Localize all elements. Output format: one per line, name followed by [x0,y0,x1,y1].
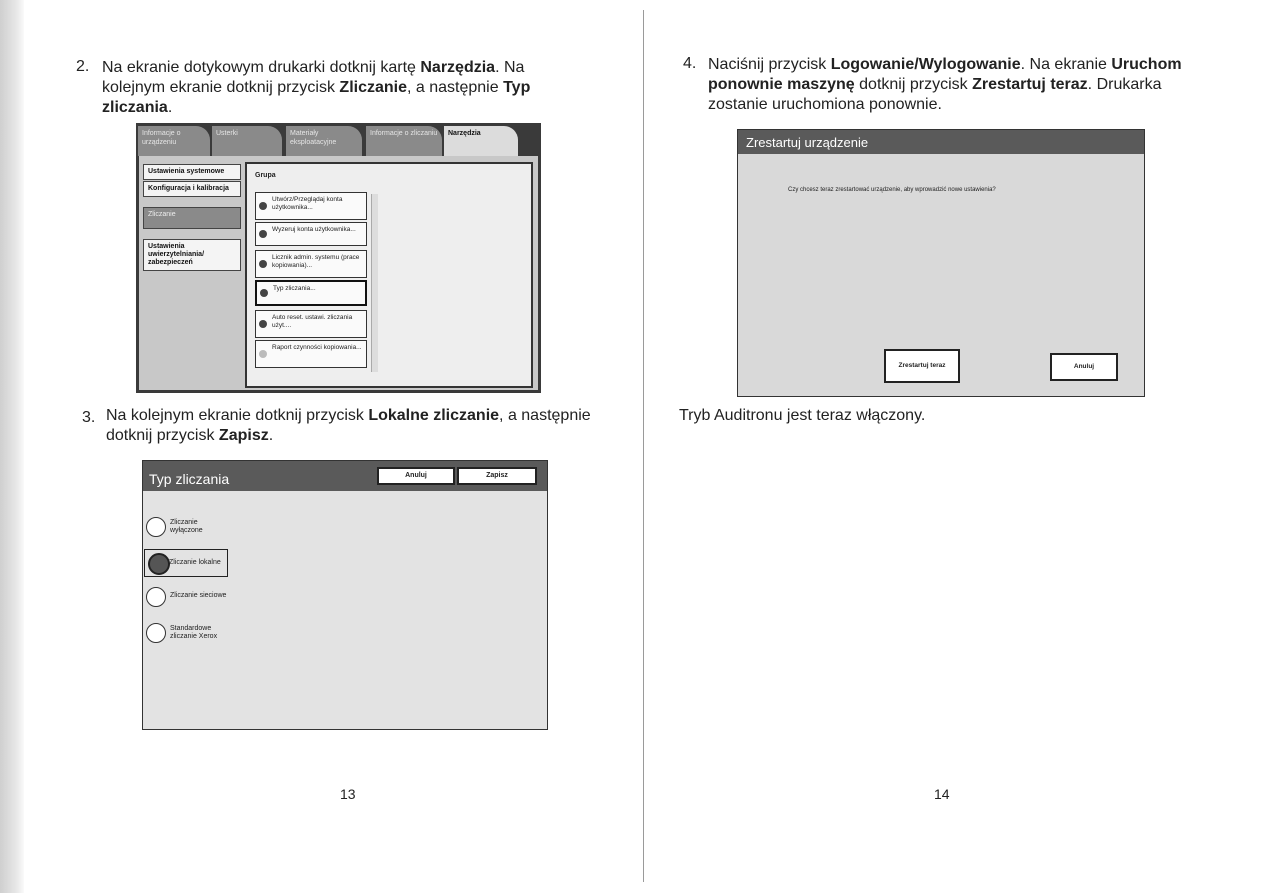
tools-menu [143,164,241,272]
group-scrollbar[interactable] [371,194,378,372]
menu-setup-calibration[interactable]: Konfiguracja i kalibracja [143,181,241,197]
step4-number: 4. [683,55,697,72]
tab-supplies[interactable]: Materiały eksploatacyjne [286,126,362,156]
button-dot-icon [259,320,267,328]
book-binding-shadow [0,0,24,893]
save-button[interactable]: Zapisz [457,467,537,485]
screen-accounting-type: Typ zliczania Anuluj Zapisz Zliczanie wyłączone Zliczanie lokalne Zliczanie sieciowe Standardowe zliczanie Xerox [142,460,548,730]
step2-number: 2. [76,58,90,75]
button-dot-icon [260,289,268,297]
tab-billing-info[interactable]: Informacje o zliczaniu [366,126,442,156]
screen2-title: Typ zliczania [149,471,230,487]
page-number-left: 13 [340,786,356,802]
system-admin-meter-button[interactable]: Licznik admin. systemu (prace kopiowania)... [255,250,367,278]
create-view-accounts-button[interactable]: Utwórz/Przeglądaj konta użytkownika... [255,192,367,220]
step2-text: Na ekranie dotykowym drukarki dotknij kartę Narzędzia. Na kolejnym ekranie dotknij przycisk Zliczanie, a następnie Typ zliczania. [102,59,531,116]
final-text: Tryb Auditronu jest teraz włączony. [679,407,926,424]
step4-text: Naciśnij przycisk Logowanie/Wylogowanie. Na ekranie Uruchom ponownie maszynę dotknij przycisk Zrestartuj teraz. Drukarka zostanie uruchomiona ponownie. [708,56,1182,113]
tab-device-info[interactable]: Informacje o urządzeniu [138,126,210,156]
tab-faults[interactable]: Usterki [212,126,282,156]
screen2-header [143,461,547,491]
page-number-right: 14 [934,786,950,802]
restart-message: Czy chcesz teraz zrestartować urządzenie, aby wprowadzić nowe ustawienia? [788,187,996,193]
menu-system-settings[interactable]: Ustawienia systemowe [143,164,241,180]
tools-panel [139,156,538,390]
screen3-header [738,130,1144,154]
restart-now-button[interactable]: Zrestartuj teraz [884,349,960,383]
radio-icon [146,623,166,643]
tab-tools[interactable]: Narzędzia [444,126,518,156]
radio-icon [146,517,166,537]
step3-number: 3. [82,409,96,426]
cancel-button[interactable]: Anuluj [377,467,455,485]
screen-tools-accounting [136,123,541,393]
cancel-restart-button[interactable]: Anuluj [1050,353,1118,381]
screen3-title: Zrestartuj urządzenie [746,135,869,150]
page-fold [643,10,644,882]
radio-icon [146,587,166,607]
radio-selected-icon [148,553,170,575]
button-dot-icon [259,230,267,238]
group-label: Grupa [255,172,276,179]
step3-text: Na kolejnym ekranie dotknij przycisk Lokalne zliczanie, a następnie dotknij przycisk Zapisz. [106,407,591,444]
reset-accounts-button[interactable]: Wyzeruj konta użytkownika... [255,222,367,246]
auto-reset-button[interactable]: Auto reset. ustawi. zliczania użyt.... [255,310,367,338]
menu-accounting[interactable]: Zliczanie [143,207,241,229]
button-dot-icon [259,260,267,268]
group-panel [245,162,533,388]
copy-activity-report-button[interactable]: Raport czynności kopiowania... [255,340,367,368]
menu-auth-security[interactable]: Ustawienia uwierzytelniania/ zabezpieczeń [143,239,241,271]
accounting-type-button[interactable]: Typ zliczania... [255,280,367,306]
button-dot-icon [259,202,267,210]
screen-restart-device [737,129,1145,397]
button-dot-icon [259,350,267,358]
option-local-accounting[interactable]: Zliczanie lokalne [144,549,228,577]
